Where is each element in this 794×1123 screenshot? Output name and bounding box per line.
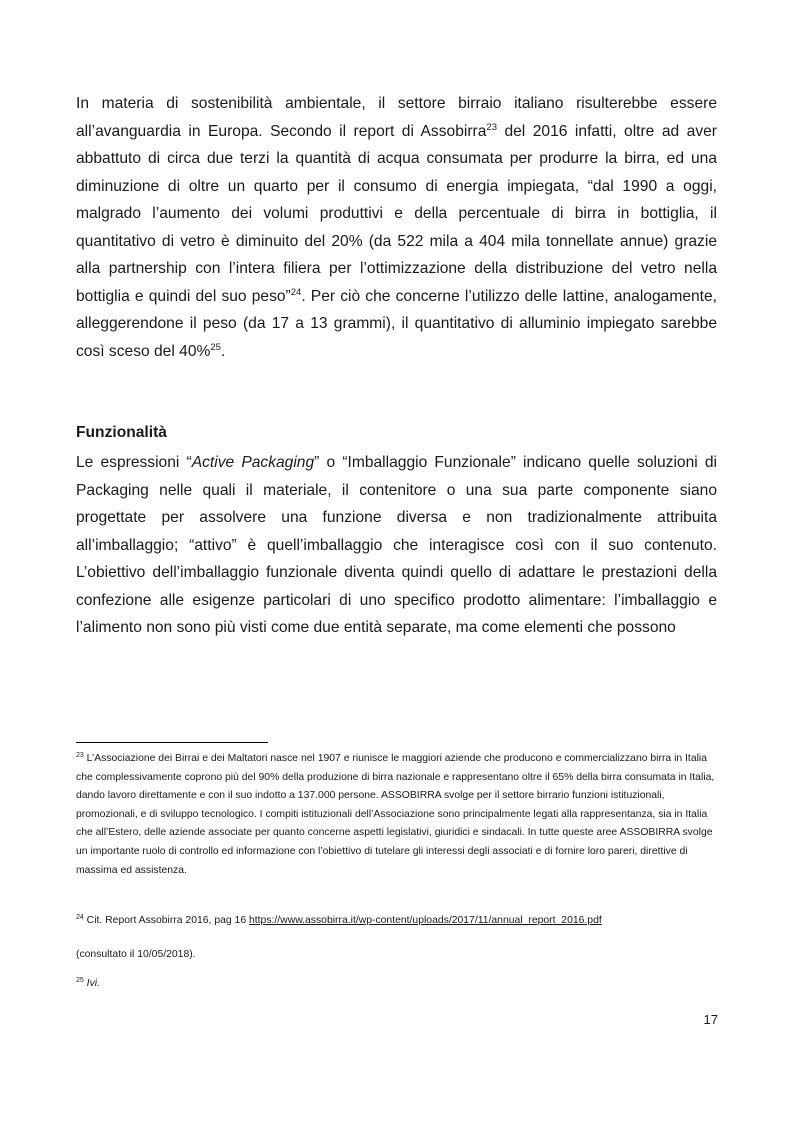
footnote-text: Ivi. xyxy=(83,978,100,989)
footnote-25 xyxy=(76,975,718,994)
paragraph-text: del 2016 infatti, oltre ad aver abbattuto di circa due terzi la quantità di acqua consumata per produrre la birra, ed una diminuzione di oltre un quarto per il consumo di energia impiegata, “dal 1990 a oggi, malgrado l’aumento dei volumi produttivi e della percentuale di birra in bottiglia, il quantitativo di vetro è diminuito del 20% (da 522 mila a 404 mila tonnellate annue) grazie alla partnership con l’intera filiera per l’ottimizzazione della distribuzione del vetro nella bottiglia e quindi del suo peso” xyxy=(76,122,717,305)
footnote-separator xyxy=(76,742,268,743)
footnote-text: Cit. Report Assobirra 2016, pag 16 xyxy=(83,915,249,926)
footnote-24 xyxy=(76,912,718,931)
page-number: 17 xyxy=(703,1012,718,1027)
footnote-number: 25 xyxy=(76,977,84,984)
report-link[interactable]: https://www.assobirra.it/wp-content/uploads/2017/11/annual_report_2016.pdf xyxy=(249,915,602,926)
body-paragraph-2 xyxy=(76,449,717,642)
footnote-text: L’Associazione dei Birrai e dei Maltatori nasce nel 1907 e riunisce le maggiori aziende che producono e commercializzano birra in Italia che complessivamente coprono più del 90% della produzione di birra nazionale e rappresentano oltre il 65% della birra consumata in Italia, dando lavoro direttamente e con il suo indotto a 137.000 persone. ASSOBIRRA svolge per il settore birrario funzioni istituzionali, promozionali, e di sviluppo tecnologico. I compiti istituzionali dell’Associazione sono principalmente legati alla rappresentanza, sia in Italia che all’Estero, delle aziende associate per quanto concerne aspetti legislativi, giuridici e sindacali. In tutte queste aree ASSOBIRRA svolge un importante ruolo di controllo ed informazione con l’obiettivo di tutelare gli interessi degli associati e di fornire loro pareri, direttive di massima ed assistenza. xyxy=(76,753,715,876)
paragraph-text: . Per ciò che concerne l’utilizzo delle lattine, analogamente, alleggerendone il peso (da 17 a 13 grammi), il quantitativo di alluminio impiegato sarebbe così sceso del 40% xyxy=(76,287,717,360)
footnote-ref-23[interactable]: 23 xyxy=(486,121,497,133)
paragraph-text: Le espressioni “ xyxy=(76,454,192,471)
footnote-ref-25[interactable]: 25 xyxy=(210,341,221,353)
footnote-number: 24 xyxy=(76,914,84,921)
paragraph-text: In materia di sostenibilità ambientale, il settore birraio italiano risulterebbe essere all’avanguardia in Europa. Secondo il report di Assobirra xyxy=(76,95,717,140)
footnote-ref-24[interactable]: 24 xyxy=(290,286,302,298)
footnote-23 xyxy=(76,750,718,880)
italic-term: Active Packaging xyxy=(191,454,315,471)
paragraph-text: . xyxy=(220,342,226,360)
paragraph-text: ” o “Imballaggio Funzionale” indicano quelle soluzioni di Packaging nelle quali il materiale, il contenitore o una sua parte componente siano progettate per assolvere una funzione diversa e non tradizionalmente attribuita all’imballaggio; “attivo” è quell’imballaggio che interagisce così con il suo contenuto. L’obiettivo dell’imballaggio funzionale diventa quindi quello di adattare le prestazioni della confezione alle esigenze particolari di uno specifico prodotto alimentare: l’imballaggio e l’alimento non sono più visti come due entità separate, ma come elementi che possono xyxy=(76,454,718,636)
footnote-24-continued: (consultato il 10/05/2018). xyxy=(76,949,196,960)
section-heading: Funzionalità xyxy=(76,424,167,441)
body-paragraph-1 xyxy=(76,90,717,365)
footnote-number: 23 xyxy=(76,752,84,759)
